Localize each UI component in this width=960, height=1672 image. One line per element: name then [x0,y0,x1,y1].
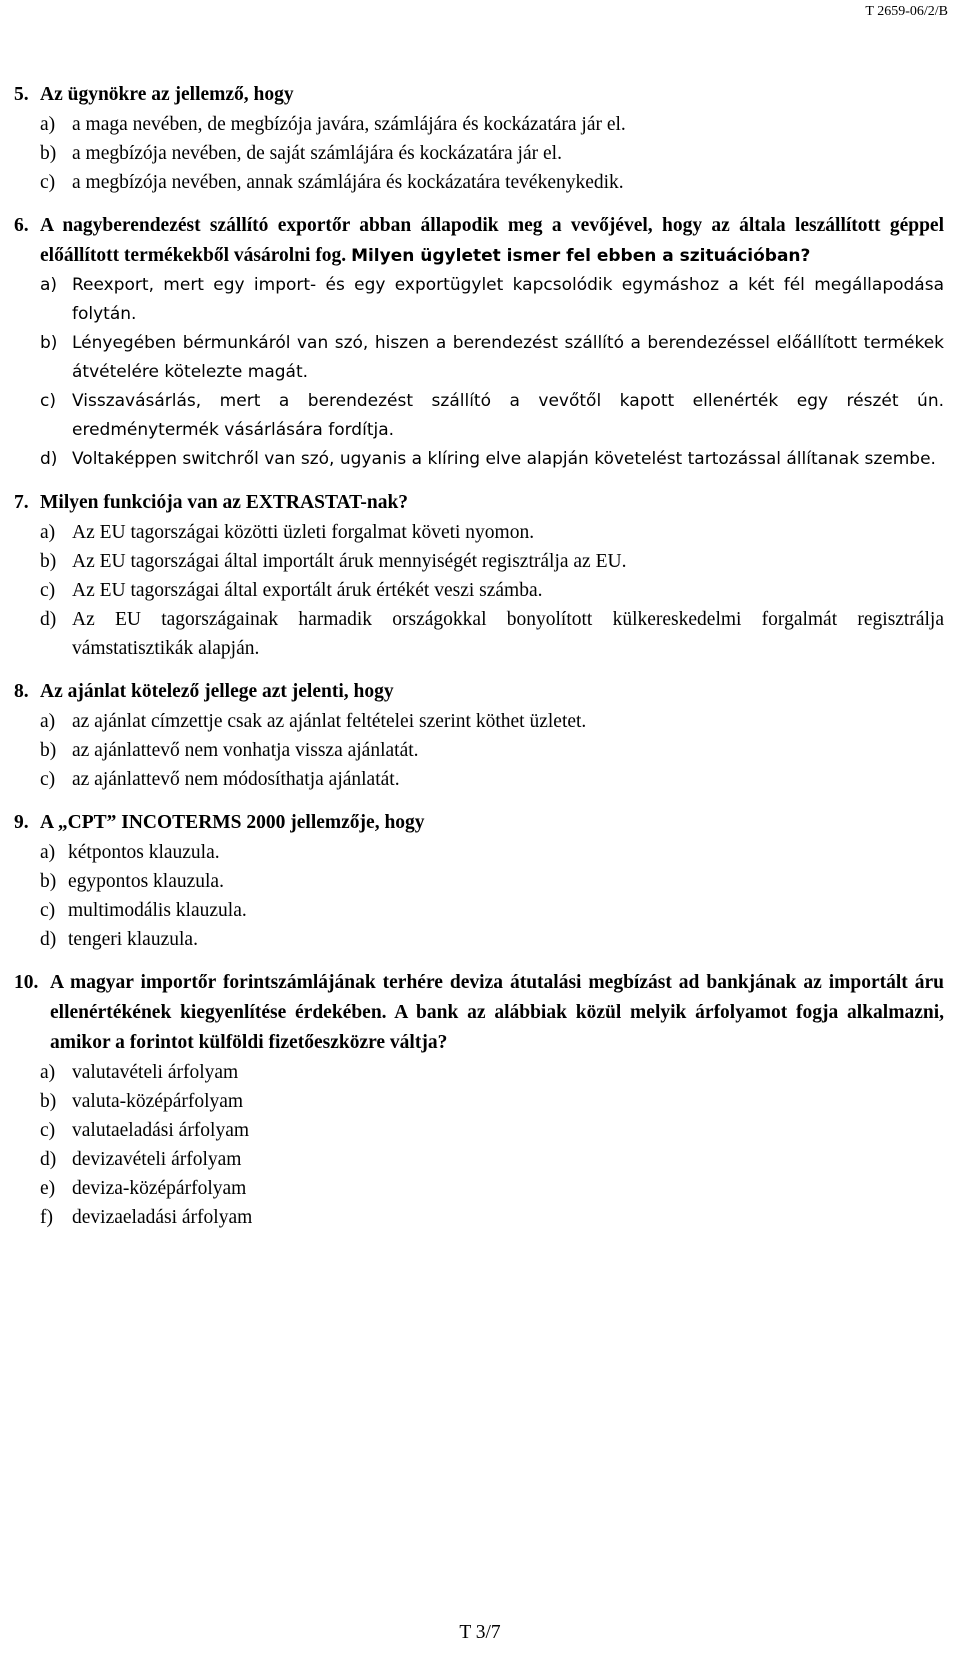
answer-option [40,896,944,925]
option-text: multimodális klauzula. [68,900,247,921]
option-text: a maga nevében, de megbízója javára, számlájára és kockázatára jár el. [72,114,626,135]
option-text: devizavételi árfolyam [72,1149,242,1170]
option-letter: c) [40,172,56,193]
answer-option [40,518,944,547]
answer-option [40,445,944,474]
answer-option [40,736,944,765]
answer-option [40,1174,944,1203]
question-title [14,808,944,838]
option-text: valuta-középárfolyam [72,1091,244,1112]
option-text: kétpontos klauzula. [68,842,220,863]
option-letter: b) [40,1091,57,1112]
question-number: 7. [14,492,29,513]
question-9 [14,808,944,954]
option-text: valutavételi árfolyam [72,1062,239,1083]
option-letter: a) [40,522,56,543]
page-number: T 3/7 [459,1622,501,1643]
option-text: a megbízója nevében, annak számlájára és kockázatára tevékenykedik. [72,172,624,193]
answer-option [40,1087,944,1116]
answer-option [40,387,944,445]
option-letter: f) [40,1207,53,1228]
question-number: 8. [14,681,29,702]
option-letter: c) [40,580,56,601]
question-number: 5. [14,84,29,105]
answer-option [40,329,944,387]
option-text: Voltaképpen switchről van szó, ugyanis a klíring elve alapján követelést tartozással állítanak szembe. [72,449,936,469]
question-6 [14,211,944,474]
option-letter: b) [40,871,57,892]
option-letter: d) [40,449,58,469]
option-letter: d) [40,929,57,950]
option-text: Az EU tagországai közötti üzleti forgalmat követi nyomon. [72,522,535,543]
option-letter: b) [40,551,57,572]
answer-option [40,1116,944,1145]
option-letter: a) [40,275,58,295]
question-title [14,677,944,707]
option-letter: c) [40,900,56,921]
question-text: Az ügynökre az jellemző, hogy [40,84,294,105]
answer-option [40,867,944,896]
answer-options [14,271,944,474]
question-title [14,488,944,518]
option-letter: c) [40,769,56,790]
question-number: 6. [14,215,29,236]
option-text: Az EU tagországainak harmadik országokkal bonyolított külkereskedelmi forgalmát regisztrálja vámstatisztikák alapján. [72,609,944,659]
question-number: 9. [14,812,29,833]
option-text: az ajánlat címzettje csak az ajánlat feltételei szerint köthet üzletet. [72,711,587,732]
question-text: Az ajánlat kötelező jellege azt jelenti, hogy [40,681,394,702]
option-letter: b) [40,333,58,353]
answer-option [40,765,944,794]
option-text: Az EU tagországai által exportált áruk értékét veszi számba. [72,580,543,601]
question-text-prompt: Milyen ügyletet ismer fel ebben a szituációban? [351,246,811,266]
answer-option [40,838,944,867]
answer-option [40,1203,944,1232]
answer-options [14,838,944,954]
option-text: egypontos klauzula. [68,871,224,892]
option-letter: e) [40,1178,56,1199]
option-letter: d) [40,609,57,630]
option-text: a megbízója nevében, de saját számlájára és kockázatára jár el. [72,143,562,164]
question-5 [14,80,944,197]
option-letter: b) [40,740,57,761]
option-text: Visszavásárlás, mert a berendezést szállító a vevőtől kapott ellenérték egy részét ún. eredménytermék vásárlására fordítja. [72,391,944,440]
answer-options [14,518,944,663]
question-title [14,968,944,1058]
question-title [14,80,944,110]
answer-option [40,168,944,197]
question-text-main: A nagyberendezést szállító exportőr abban állapodik meg a vevőjével, hogy az általa leszállított géppel előállított termékekből vásárolni fog. [40,215,944,266]
option-text: az ajánlattevő nem vonhatja vissza ajánlatát. [72,740,419,761]
document-code: T 2659-06/2/B [865,4,948,19]
option-letter: b) [40,143,57,164]
question-7 [14,488,944,663]
option-letter: c) [40,1120,56,1141]
question-8 [14,677,944,794]
option-letter: a) [40,1062,56,1083]
option-text: Reexport, mert egy import- és egy exportügylet kapcsolódik egymáshoz a két fél megállapodása folytán. [72,275,944,324]
exam-content [14,80,944,1232]
answer-option [40,139,944,168]
answer-option [40,1058,944,1087]
option-text: Az EU tagországai által importált áruk mennyiségét regisztrálja az EU. [72,551,627,572]
option-text: devizaeladási árfolyam [72,1207,253,1228]
answer-option [40,547,944,576]
answer-option [40,1145,944,1174]
answer-option [40,707,944,736]
answer-option [40,271,944,329]
question-number: 10. [14,972,39,993]
option-text: az ajánlattevő nem módosíthatja ajánlatát. [72,769,400,790]
option-letter: a) [40,114,56,135]
answer-options [14,110,944,197]
option-letter: c) [40,391,56,411]
option-text: Lényegében bérmunkáról van szó, hiszen a berendezést szállító a berendezéssel előállított termékek átvételére kötelezte magát. [72,333,944,382]
option-text: valutaeladási árfolyam [72,1120,250,1141]
option-letter: d) [40,1149,57,1170]
question-text: A magyar importőr forintszámlájának terhére deviza átutalási megbízást ad bankjának az importált áru ellenértékének kiegyenlítése érdekében. A bank az alábbiak közül melyik árfolyamot fogja alkalmazni, amikor a forintot külföldi fizetőeszközre váltja? [50,972,944,1053]
answer-option [40,110,944,139]
answer-options [14,707,944,794]
question-text: A „CPT” INCOTERMS 2000 jellemzője, hogy [40,812,425,833]
question-title [14,211,944,271]
option-text: deviza-középárfolyam [72,1178,247,1199]
answer-options [14,1058,944,1232]
answer-option [40,605,944,663]
question-10 [14,968,944,1232]
option-letter: a) [40,711,56,732]
option-letter: a) [40,842,56,863]
answer-option [40,576,944,605]
question-text: Milyen funkciója van az EXTRASTAT-nak? [40,492,409,513]
answer-option [40,925,944,954]
question-text [40,211,944,271]
option-text: tengeri klauzula. [68,929,198,950]
